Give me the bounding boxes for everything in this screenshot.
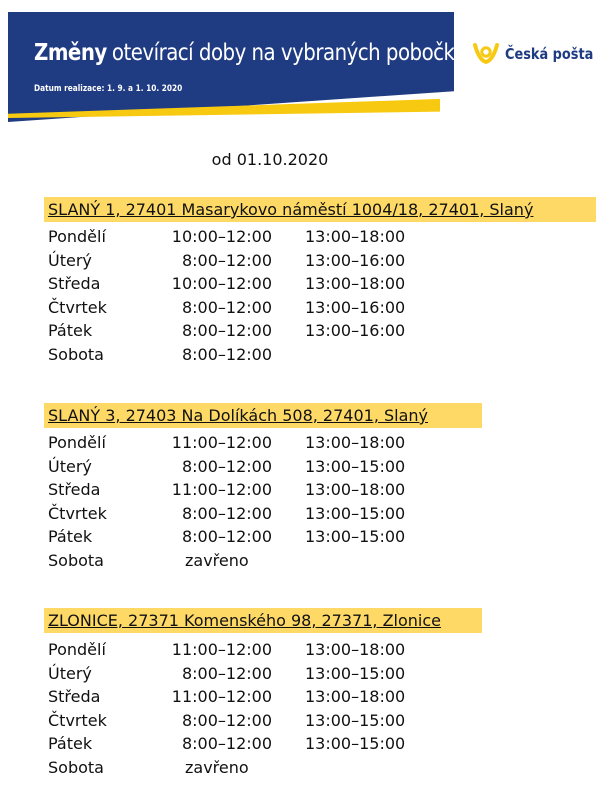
morning-hours: 10:00–12:00 bbox=[171, 227, 272, 246]
day-label: Čtvrtek bbox=[48, 297, 107, 317]
branch-title bbox=[44, 403, 482, 428]
day-label: Sobota bbox=[48, 757, 104, 777]
day-label: Pátek bbox=[48, 527, 93, 546]
afternoon-hours: 13:00–16:00 bbox=[305, 321, 406, 340]
day-label: Úterý bbox=[48, 663, 92, 683]
hours-row bbox=[44, 709, 596, 733]
morning-hours: 8:00–12:00 bbox=[181, 710, 272, 730]
branch-title bbox=[44, 608, 482, 633]
day-label: Středa bbox=[48, 480, 101, 499]
title-bold: Změny bbox=[34, 40, 107, 66]
morning-hours: 8:00–12:00 bbox=[181, 527, 272, 546]
day-label: Čtvrtek bbox=[48, 503, 107, 523]
day-label: Pátek bbox=[48, 321, 93, 340]
day-label: Středa bbox=[48, 687, 101, 706]
hours-row bbox=[44, 756, 596, 780]
afternoon-hours: 13:00–16:00 bbox=[305, 297, 406, 317]
page-title bbox=[34, 42, 488, 65]
morning-hours: 8:00–12:00 bbox=[181, 663, 272, 683]
morning-hours: 8:00–12:00 bbox=[181, 734, 272, 753]
branch-section bbox=[44, 403, 596, 572]
hours-row bbox=[44, 502, 596, 526]
branch-section bbox=[44, 608, 596, 779]
afternoon-hours: 13:00–18:00 bbox=[305, 687, 406, 706]
afternoon-hours: 13:00–15:00 bbox=[305, 663, 406, 683]
morning-hours: 10:00–12:00 bbox=[171, 274, 272, 293]
branch-title bbox=[44, 197, 596, 222]
hours-row bbox=[44, 296, 596, 320]
closed-label: zavřeno bbox=[185, 550, 249, 570]
title-rest: otevírací doby na vybraných pobočkách bbox=[111, 40, 489, 66]
hours-row bbox=[44, 343, 596, 367]
branch-title-text: SLANÝ 1, 27401 Masarykovo náměstí 1004/18, 27401, Slaný bbox=[48, 200, 534, 219]
morning-hours: 8:00–12:00 bbox=[181, 503, 272, 523]
realization-date: Datum realizace: 1. 9. a 1. 10. 2020 bbox=[34, 84, 183, 94]
morning-hours: 8:00–12:00 bbox=[181, 297, 272, 317]
afternoon-hours: 13:00–18:00 bbox=[305, 227, 406, 246]
morning-hours: 11:00–12:00 bbox=[171, 640, 272, 659]
day-label: Pondělí bbox=[48, 227, 106, 246]
morning-hours: 11:00–12:00 bbox=[171, 433, 272, 452]
afternoon-hours: 13:00–18:00 bbox=[305, 274, 406, 293]
hours-row bbox=[44, 638, 596, 662]
morning-hours: 11:00–12:00 bbox=[171, 687, 272, 706]
afternoon-hours: 13:00–15:00 bbox=[305, 527, 406, 546]
afternoon-hours: 13:00–18:00 bbox=[305, 433, 406, 452]
afternoon-hours: 13:00–15:00 bbox=[305, 456, 406, 476]
day-label: Úterý bbox=[48, 456, 92, 476]
day-label: Pondělí bbox=[48, 433, 106, 452]
afternoon-hours: 13:00–15:00 bbox=[305, 734, 406, 753]
afternoon-hours: 13:00–18:00 bbox=[305, 480, 406, 499]
day-label: Úterý bbox=[48, 250, 92, 270]
hours-row bbox=[44, 732, 596, 756]
branch-title-text: SLANÝ 3, 27403 Na Dolíkách 508, 27401, Slaný bbox=[48, 406, 429, 425]
hours-row bbox=[44, 478, 596, 502]
day-label: Sobota bbox=[48, 344, 104, 364]
day-label: Sobota bbox=[48, 550, 104, 570]
hours-row bbox=[44, 249, 596, 273]
closed-label: zavřeno bbox=[185, 757, 249, 777]
afternoon-hours: 13:00–16:00 bbox=[305, 250, 406, 270]
day-label: Pondělí bbox=[48, 640, 106, 659]
morning-hours: 8:00–12:00 bbox=[181, 456, 272, 476]
day-label: Pátek bbox=[48, 734, 93, 753]
hours-row bbox=[44, 525, 596, 549]
posthorn-icon bbox=[472, 40, 500, 68]
morning-hours: 8:00–12:00 bbox=[181, 250, 272, 270]
morning-hours: 8:00–12:00 bbox=[181, 321, 272, 340]
hours-row bbox=[44, 431, 596, 455]
afternoon-hours: 13:00–15:00 bbox=[305, 503, 406, 523]
branch-section bbox=[44, 197, 596, 366]
hours-row bbox=[44, 225, 596, 249]
morning-hours: 8:00–12:00 bbox=[181, 344, 272, 364]
ceska-posta-logo bbox=[472, 40, 608, 68]
hours-row bbox=[44, 549, 596, 573]
hours-row bbox=[44, 685, 596, 709]
day-label: Středa bbox=[48, 274, 101, 293]
hours-row bbox=[44, 662, 596, 686]
branch-title-text: ZLONICE, 27371 Komenského 98, 27371, Zlonice bbox=[48, 611, 441, 630]
afternoon-hours: 13:00–18:00 bbox=[305, 640, 406, 659]
hours-row bbox=[44, 272, 596, 296]
afternoon-hours: 13:00–15:00 bbox=[305, 710, 406, 730]
effective-date: od 01.10.2020 bbox=[211, 150, 329, 169]
logo-text: Česká pošta bbox=[505, 45, 594, 63]
hours-row bbox=[44, 319, 596, 343]
day-label: Čtvrtek bbox=[48, 710, 107, 730]
hours-row bbox=[44, 455, 596, 479]
morning-hours: 11:00–12:00 bbox=[171, 480, 272, 499]
